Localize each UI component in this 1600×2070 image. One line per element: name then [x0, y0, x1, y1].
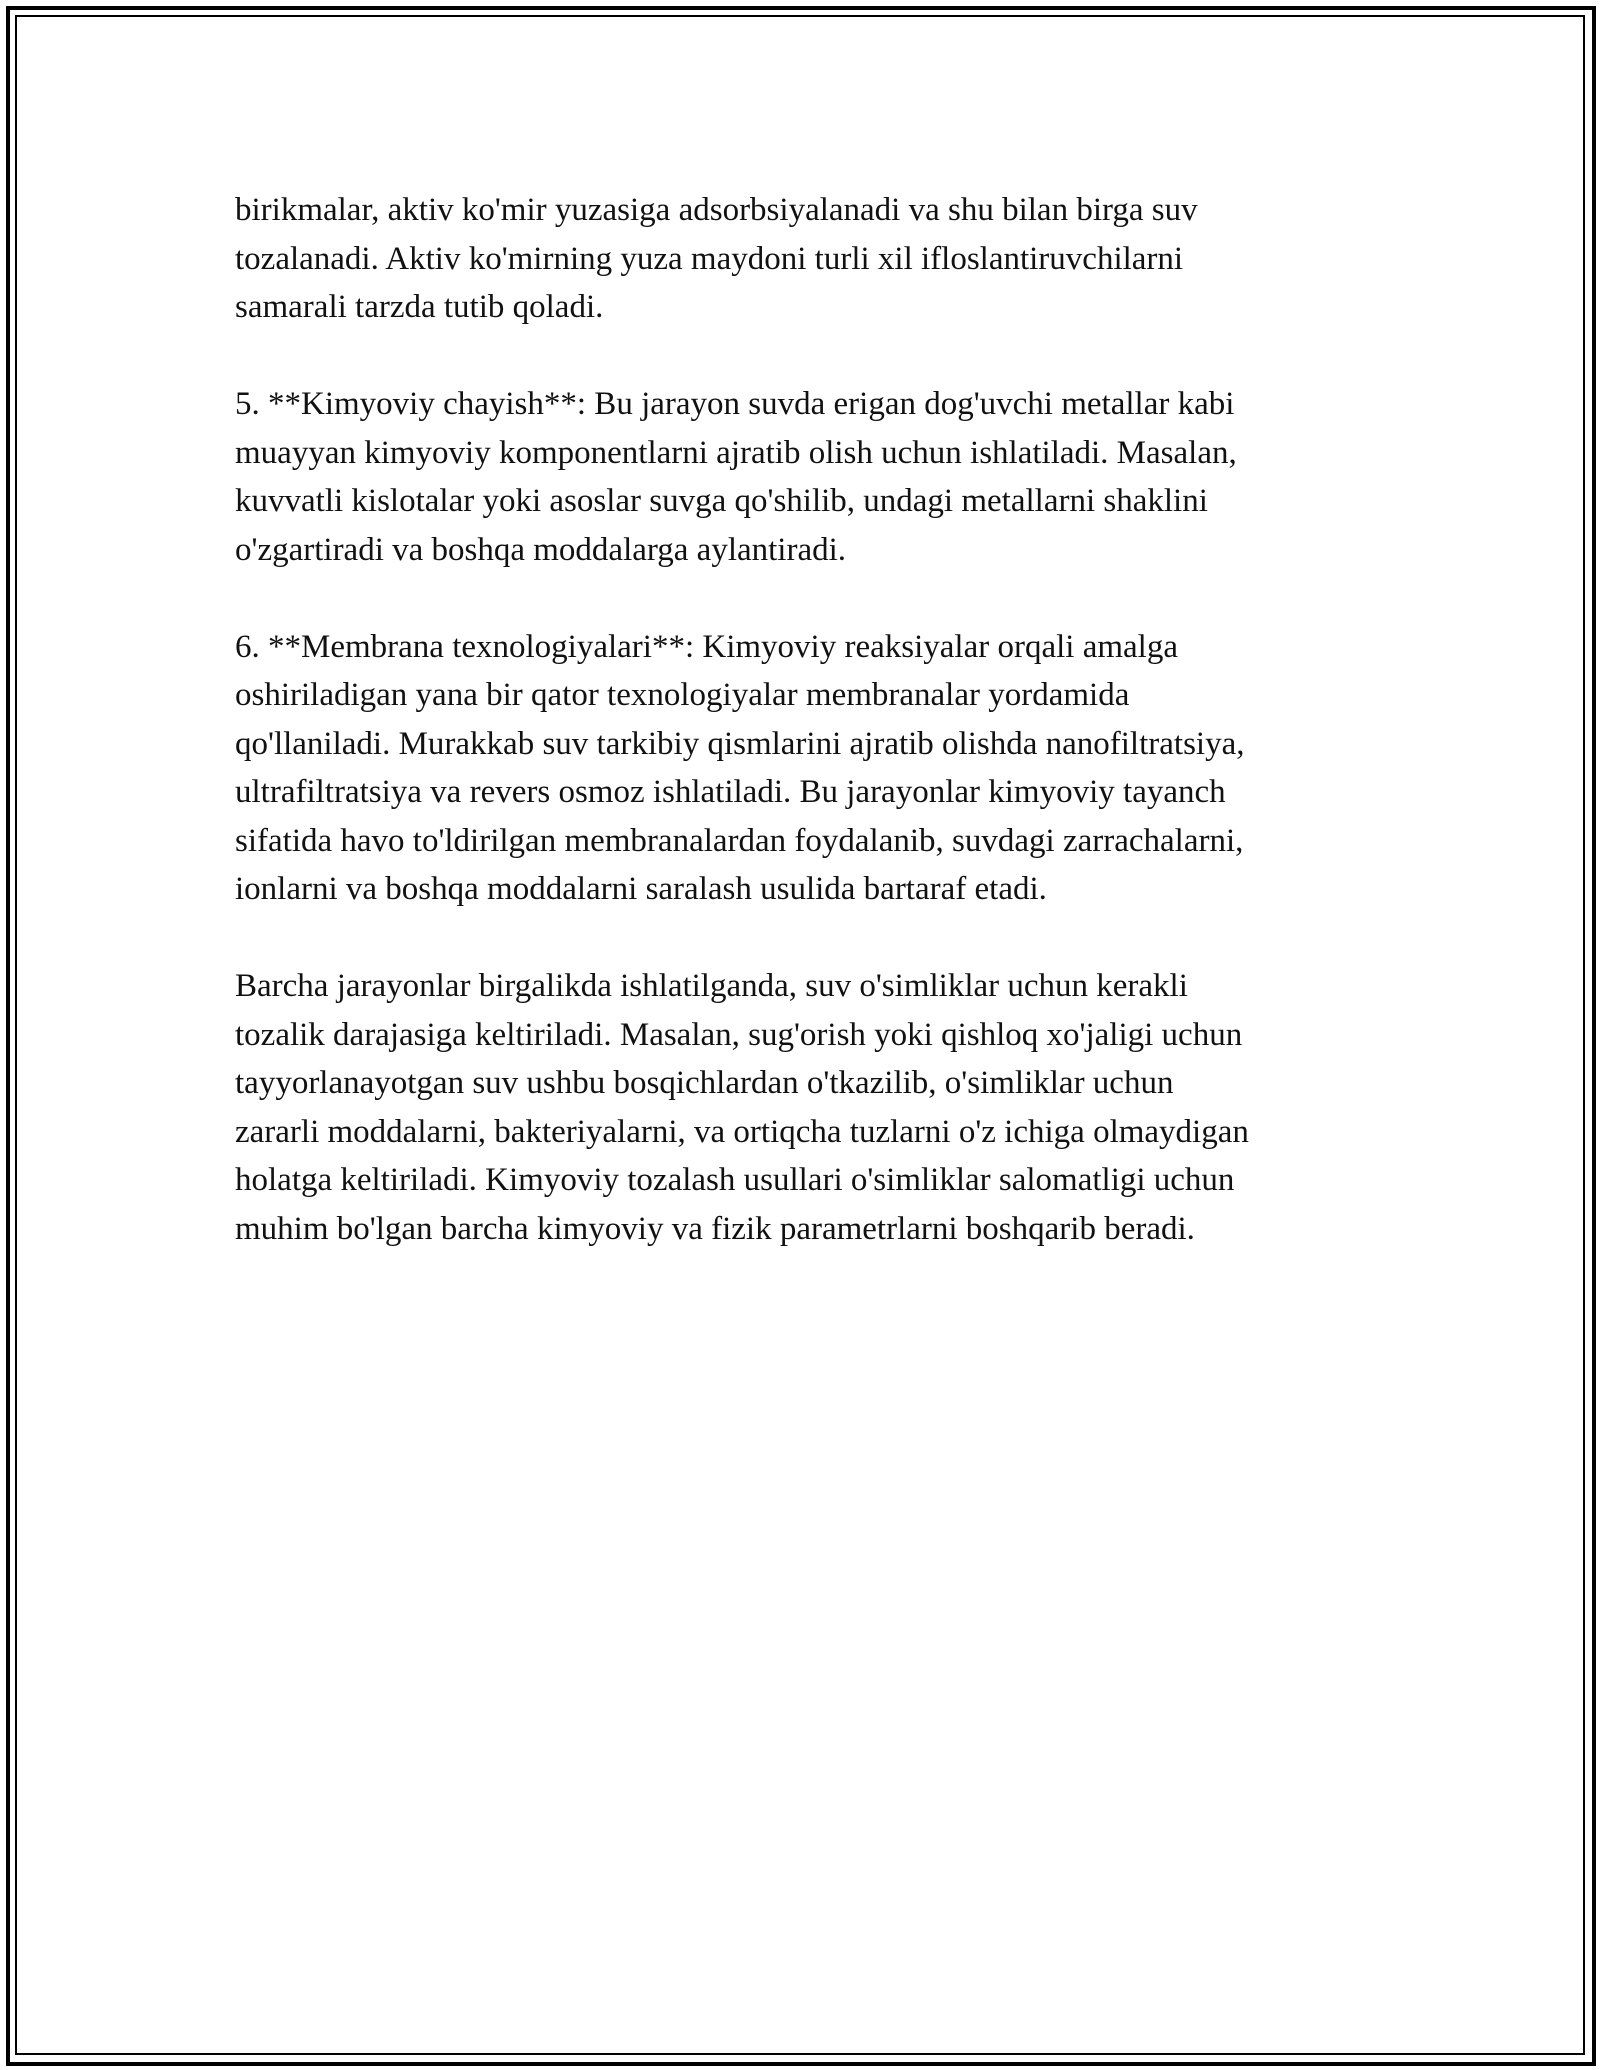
text-line: ultrafiltratsiya va revers osmoz ishlatiladi. Bu jarayonlar kimyoviy tayanch: [235, 774, 1226, 810]
text-line: birikmalar, aktiv ko'mir yuzasiga adsorbsiyalanadi va shu bilan birga suv: [235, 192, 1198, 228]
paragraph-chemical-leaching: [235, 380, 1415, 574]
text-line: tayyorlanayotgan suv ushbu bosqichlardan o'tkazilib, o'simliklar uchun: [235, 1065, 1174, 1101]
text-line: 6. **Membrana texnologiyalari**: Kimyoviy reaksiyalar orqali amalga: [235, 628, 1178, 665]
paragraph-adsorption-continuation: [235, 186, 1415, 332]
text-line: tozalik darajasiga keltiriladi. Masalan, sug'orish yoki qishloq xo'jaligi uchun: [235, 1016, 1243, 1053]
text-line: zararli moddalarni, bakteriyalarni, va ortiqcha tuzlarni o'z ichiga olmaydigan: [235, 1113, 1249, 1150]
text-line: samarali tarzda tutib qoladi.: [235, 289, 604, 325]
text-line: holatga keltiriladi. Kimyoviy tozalash usullari o'simliklar salomatligi uchun: [235, 1162, 1235, 1198]
text-line: tozalanadi. Aktiv ko'mirning yuza maydoni turli xil ifloslantiruvchilarni: [235, 240, 1184, 277]
text-line: muayyan kimyoviy komponentlarni ajratib olish uchun ishlatiladi. Masalan,: [235, 434, 1237, 471]
text-line: o'zgartiradi va boshqa moddalarga aylantiradi.: [235, 531, 847, 568]
text-line: qo'llaniladi. Murakkab suv tarkibiy qismlarini ajratib olishda nanofiltratsiya,: [235, 725, 1245, 762]
text-line: sifatida havo to'ldirilgan membranalardan foydalanib, suvdagi zarrachalarni,: [235, 822, 1244, 859]
document-body: [235, 186, 1415, 1302]
text-line: 5. **Kimyoviy chayish**: Bu jarayon suvda erigan dog'uvchi metallar kabi: [235, 386, 1235, 422]
text-line: kuvvatli kislotalar yoki asoslar suvga qo'shilib, undagi metallarni shaklini: [235, 483, 1208, 519]
text-line: muhim bo'lgan barcha kimyoviy va fizik parametrlarni boshqarib beradi.: [235, 1210, 1195, 1247]
text-line: Barcha jarayonlar birgalikda ishlatilganda, suv o'simliklar uchun kerakli: [235, 968, 1188, 1004]
text-line: ionlarni va boshqa moddalarni saralash usulida bartaraf etadi.: [235, 871, 1047, 907]
paragraph-conclusion: [235, 962, 1415, 1253]
text-line: oshiriladigan yana bir qator texnologiyalar membranalar yordamida: [235, 677, 1130, 713]
paragraph-membrane-technologies: [235, 623, 1415, 914]
